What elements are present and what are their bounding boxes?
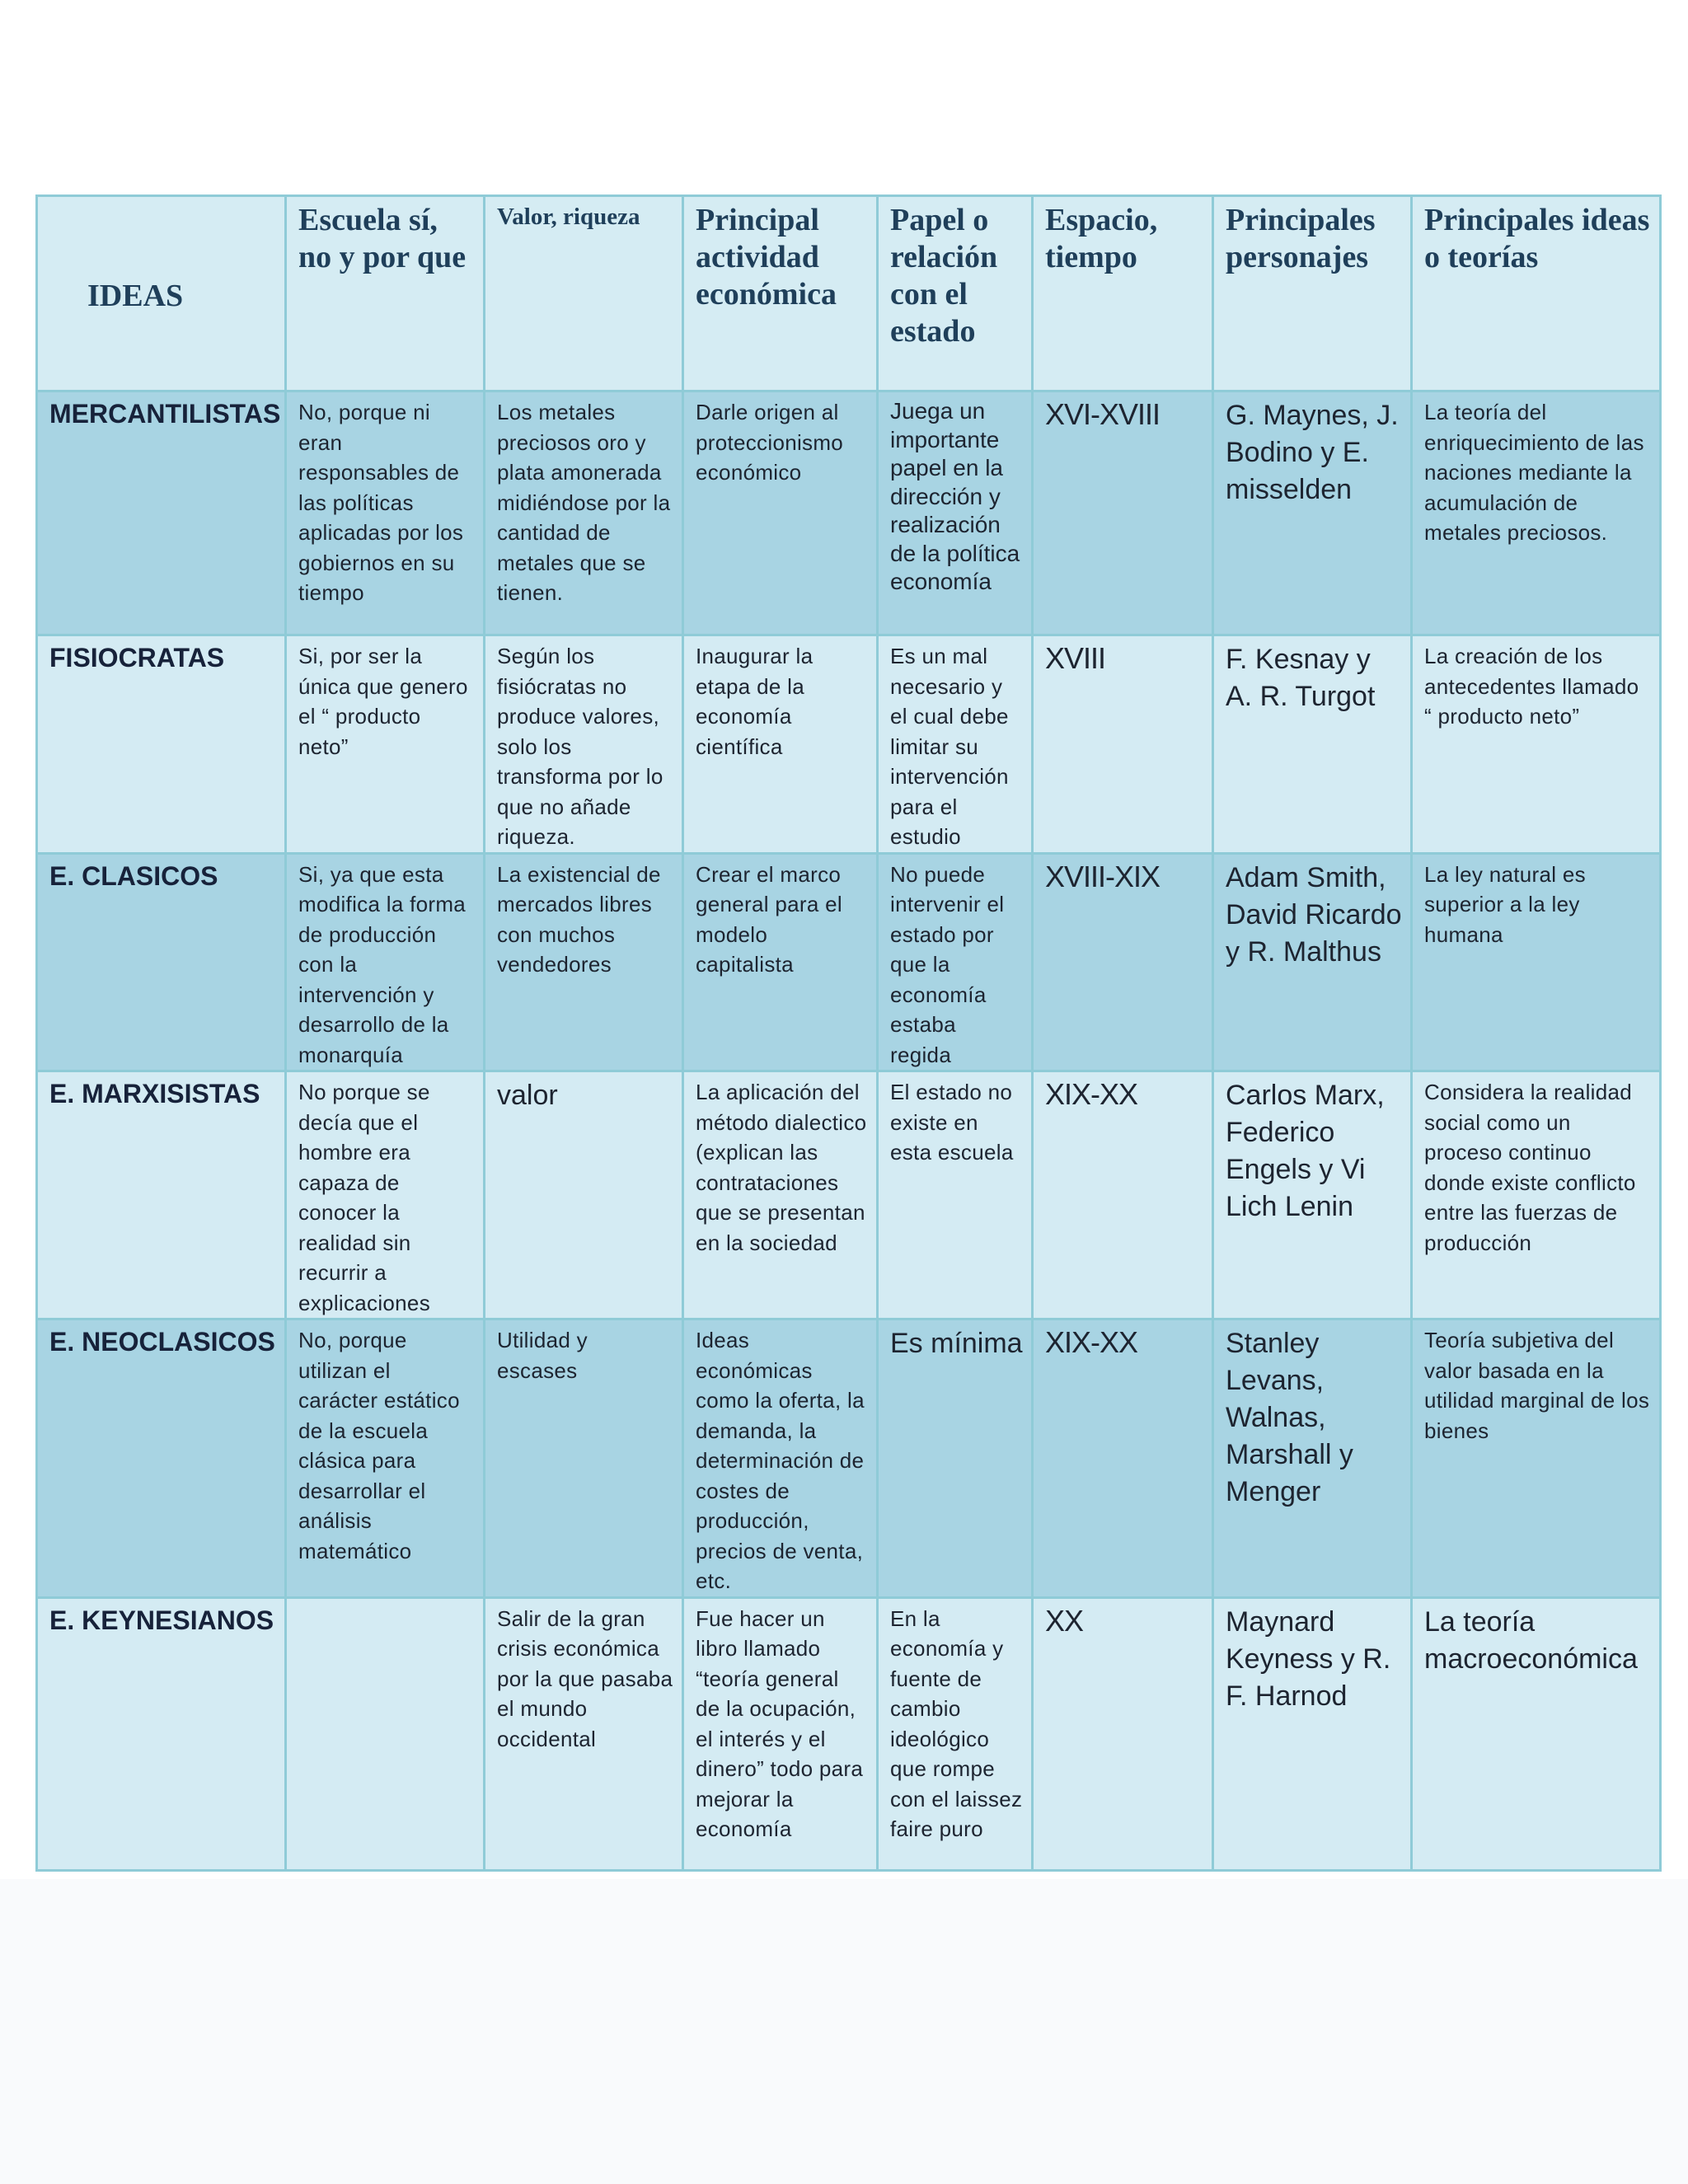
- cell-escuela: Si, por ser la única que genero el “ producto neto”: [286, 635, 485, 854]
- cell-espacio: XVIII: [1033, 635, 1213, 854]
- cell-actividad: La aplicación del método dialectico (explican las contrataciones que se presentan en la sociedad: [683, 1071, 878, 1319]
- header-personajes: Principales personajes: [1213, 196, 1412, 391]
- cell-escuela: No porque se decía que el hombre era capaza de conocer la realidad sin recurrir a explicaciones: [286, 1071, 485, 1319]
- cell-escuela: [286, 1597, 485, 1870]
- cell-teorias: La ley natural es superior a la ley humana: [1412, 853, 1661, 1071]
- cell-teorias: La creación de los antecedentes llamado “ producto neto”: [1412, 635, 1661, 854]
- table-row-clasicos: [37, 853, 1661, 1071]
- cell-escuela: Si, ya que esta modifica la forma de producción con la intervención y desarrollo de la monarquía: [286, 853, 485, 1071]
- cell-papel: Es un mal necesario y el cual debe limitar su intervención para el estudio: [878, 635, 1033, 854]
- header-teorias: Principales ideas o teorías: [1412, 196, 1661, 391]
- cell-papel: Es mínima: [878, 1319, 1033, 1598]
- header-valor: Valor, riqueza: [485, 196, 683, 391]
- cell-teorias: Considera la realidad social como un proceso continuo donde existe conflicto entre las fuerzas de producción: [1412, 1071, 1661, 1319]
- cell-papel: En la economía y fuente de cambio ideológico que rompe con el laissez faire puro: [878, 1597, 1033, 1870]
- header-espacio: Espacio, tiempo: [1033, 196, 1213, 391]
- ideas-table: [35, 194, 1662, 1872]
- table-row-mercantilistas: [37, 391, 1661, 635]
- cell-valor: Según los fisiócratas no produce valores, solo los transforma por lo que no añade riqueza.: [485, 635, 683, 854]
- row-label: E. NEOCLASICOS: [37, 1319, 286, 1598]
- cell-actividad: Ideas económicas como la oferta, la demanda, la determinación de costes de producción, precios de venta, etc.: [683, 1319, 878, 1598]
- table-row-keynesianos: [37, 1597, 1661, 1870]
- cell-personajes: G. Maynes, J. Bodino y E. misselden: [1213, 391, 1412, 635]
- cell-papel: El estado no existe en esta escuela: [878, 1071, 1033, 1319]
- cell-personajes: Stanley Levans, Walnas, Marshall y Menger: [1213, 1319, 1412, 1598]
- cell-personajes: Maynard Keyness y R. F. Harnod: [1213, 1597, 1412, 1870]
- cell-escuela: No, porque utilizan el carácter estático de la escuela clásica para desarrollar el análisis matemático: [286, 1319, 485, 1598]
- cell-personajes: Adam Smith, David Ricardo y R. Malthus: [1213, 853, 1412, 1071]
- cell-teorias: Teoría subjetiva del valor basada en la utilidad marginal de los bienes: [1412, 1319, 1661, 1598]
- cell-espacio: XVI-XVIII: [1033, 391, 1213, 635]
- cell-valor: Los metales preciosos oro y plata amonerada midiéndose por la cantidad de metales que se tienen.: [485, 391, 683, 635]
- page-bottom: [0, 1879, 1688, 2184]
- row-label: E. KEYNESIANOS: [37, 1597, 286, 1870]
- cell-espacio: XVIII-XIX: [1033, 853, 1213, 1071]
- cell-actividad: Crear el marco general para el modelo capitalista: [683, 853, 878, 1071]
- cell-actividad: Inaugurar la etapa de la economía científica: [683, 635, 878, 854]
- cell-espacio: XX: [1033, 1597, 1213, 1870]
- row-label: E. MARXISISTAS: [37, 1071, 286, 1319]
- header-escuela: Escuela sí, no y por que: [286, 196, 485, 391]
- row-label: E. CLASICOS: [37, 853, 286, 1071]
- table-row-fisiocratas: [37, 635, 1661, 854]
- cell-actividad: Darle origen al proteccionismo económico: [683, 391, 878, 635]
- cell-personajes: F. Kesnay y A. R. Turgot: [1213, 635, 1412, 854]
- row-label: FISIOCRATAS: [37, 635, 286, 854]
- cell-espacio: XIX-XX: [1033, 1319, 1213, 1598]
- cell-escuela: No, porque ni eran responsables de las políticas aplicadas por los gobiernos en su tiempo: [286, 391, 485, 635]
- cell-papel: Juega un importante papel en la dirección y realización de la política economía: [878, 391, 1033, 635]
- cell-espacio: XIX-XX: [1033, 1071, 1213, 1319]
- header-row: [37, 196, 1661, 391]
- header-ideas: IDEAS: [37, 196, 286, 391]
- header-actividad: Principal actividad económica: [683, 196, 878, 391]
- cell-papel: No puede intervenir el estado por que la economía estaba regida: [878, 853, 1033, 1071]
- row-label: MERCANTILISTAS: [37, 391, 286, 635]
- header-papel: Papel o relación con el estado: [878, 196, 1033, 391]
- cell-personajes: Carlos Marx, Federico Engels y Vi Lich Lenin: [1213, 1071, 1412, 1319]
- table-row-marxisistas: [37, 1071, 1661, 1319]
- cell-actividad: Fue hacer un libro llamado “teoría general de la ocupación, el interés y el dinero” todo para mejorar la economía: [683, 1597, 878, 1870]
- cell-teorias: La teoría macroeconómica: [1412, 1597, 1661, 1870]
- cell-teorias: La teoría del enriquecimiento de las naciones mediante la acumulación de metales preciosos.: [1412, 391, 1661, 635]
- cell-valor: La existencial de mercados libres con muchos vendedores: [485, 853, 683, 1071]
- cell-valor: Salir de la gran crisis económica por la que pasaba el mundo occidental: [485, 1597, 683, 1870]
- table-row-neoclasicos: [37, 1319, 1661, 1598]
- cell-valor: Utilidad y escases: [485, 1319, 683, 1598]
- cell-valor: valor: [485, 1071, 683, 1319]
